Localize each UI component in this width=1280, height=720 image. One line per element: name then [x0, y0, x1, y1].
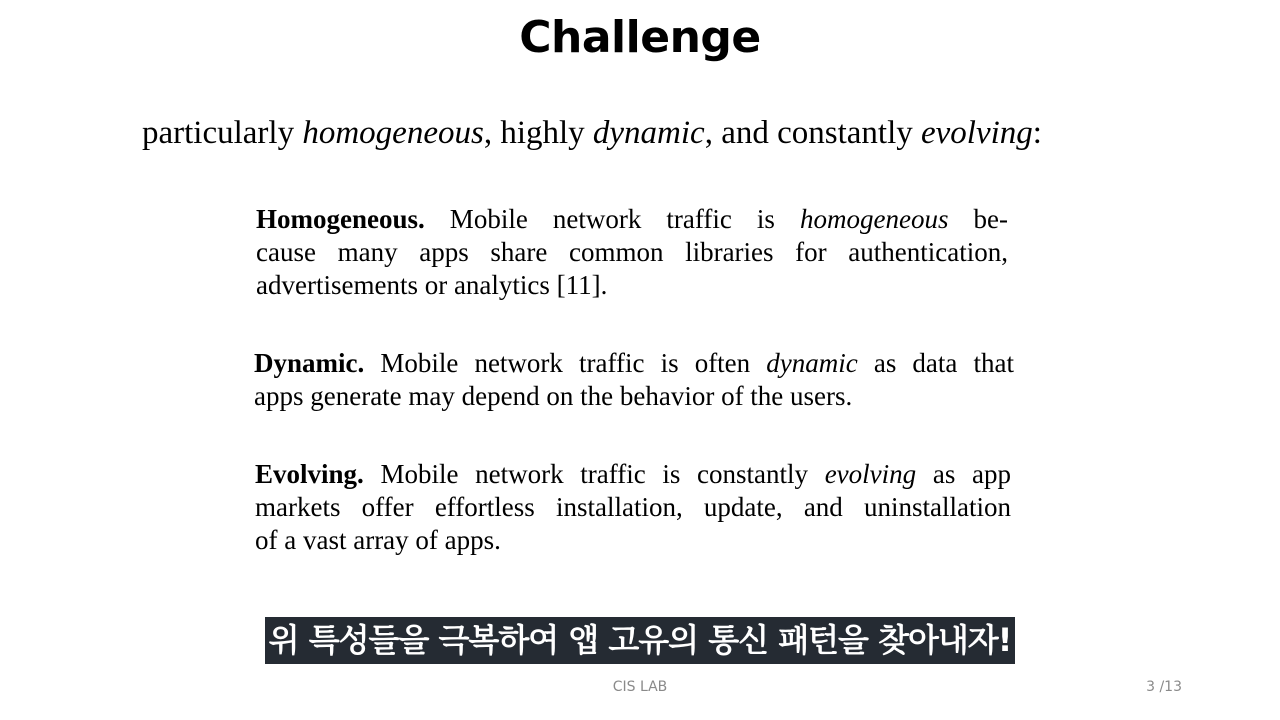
paragraph-heading: Homogeneous. [256, 204, 425, 234]
paragraph-heading: Evolving. [255, 459, 364, 489]
paragraph-homogeneous [256, 203, 1008, 302]
paragraph-text: be- [948, 204, 1009, 234]
paragraph-line [255, 458, 1011, 491]
paragraph-dynamic [254, 347, 1014, 413]
paragraph-evolving [255, 458, 1011, 557]
slide-title: Challenge [519, 12, 761, 63]
paragraph-heading: Dynamic. [254, 348, 365, 378]
paragraph-text: as app [916, 459, 1011, 489]
paragraph-line: apps generate may depend on the behavior of the users. [254, 381, 853, 411]
intro-term-dynamic: dynamic [592, 115, 705, 151]
paragraph-line: cause many apps share common libraries for authentication, [256, 237, 1008, 267]
paragraph-line [256, 203, 1008, 236]
intro-text-4: : [1032, 115, 1042, 151]
paragraph-emphasis: dynamic [766, 348, 858, 378]
intro-term-evolving: evolving [921, 115, 1033, 151]
page-number: 3 /13 [1146, 679, 1182, 695]
paragraph-text: as data that [857, 348, 1014, 378]
footer-lab-name: CIS LAB [612, 679, 668, 695]
paragraph-line: markets offer effortless installation, update, and uninstallation [255, 492, 1011, 522]
paragraph-text: Mobile network traffic is constantly [363, 459, 825, 489]
intro-text-1: particularly [142, 115, 303, 151]
paragraph-text: Mobile network traffic is [424, 204, 800, 234]
conclusion-banner: 위 특성들을 극복하여 앱 고유의 통신 패턴을 찾아내자! [265, 617, 1015, 664]
paragraph-line [254, 347, 1014, 380]
intro-term-homogeneous: homogeneous [302, 115, 484, 151]
paragraph-emphasis: homogeneous [799, 204, 949, 234]
paragraph-text: Mobile network traffic is often [364, 348, 767, 378]
intro-sentence [142, 112, 1132, 154]
intro-text-3: , and constantly [704, 115, 921, 151]
paragraph-line: advertisements or analytics [11]. [256, 270, 608, 300]
intro-text-2: , highly [483, 115, 593, 151]
paragraph-emphasis: evolving [824, 459, 917, 489]
paragraph-line: of a vast array of apps. [255, 525, 501, 555]
